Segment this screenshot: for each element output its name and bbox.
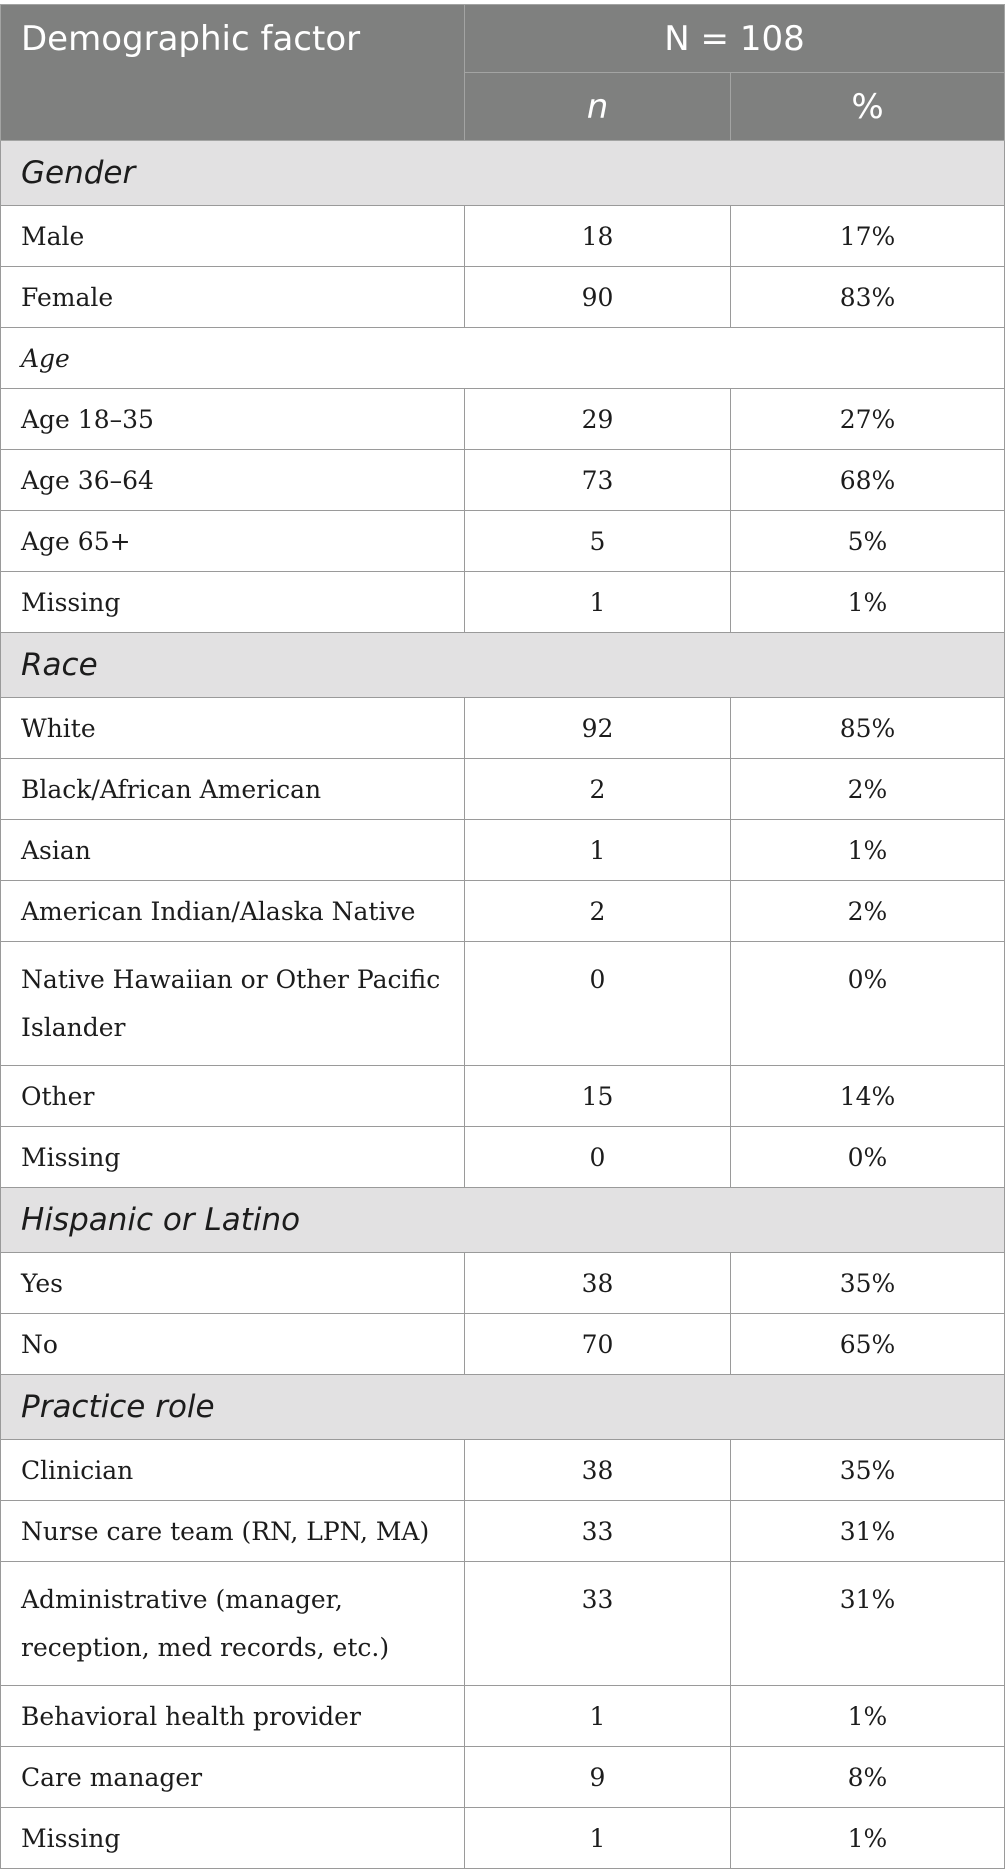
row-n: 33 bbox=[465, 1562, 731, 1686]
row-pct: 0% bbox=[731, 1127, 1005, 1188]
row-n: 90 bbox=[465, 267, 731, 328]
row-pct: 1% bbox=[731, 1808, 1005, 1869]
table-row bbox=[1, 942, 1005, 1066]
row-label: Care manager bbox=[1, 1747, 465, 1808]
table-header bbox=[1, 5, 1005, 141]
row-label: Yes bbox=[1, 1253, 465, 1314]
row-n: 2 bbox=[465, 881, 731, 942]
row-n: 9 bbox=[465, 1747, 731, 1808]
table-row bbox=[1, 759, 1005, 820]
section-gender bbox=[1, 141, 1005, 206]
table-row bbox=[1, 1253, 1005, 1314]
row-n: 92 bbox=[465, 698, 731, 759]
table-row bbox=[1, 820, 1005, 881]
table-row bbox=[1, 1440, 1005, 1501]
table-row bbox=[1, 389, 1005, 450]
row-n: 73 bbox=[465, 450, 731, 511]
row-label: Male bbox=[1, 206, 465, 267]
section-title: Practice role bbox=[1, 1375, 1005, 1440]
row-pct: 83% bbox=[731, 267, 1005, 328]
row-n: 18 bbox=[465, 206, 731, 267]
row-pct: 35% bbox=[731, 1440, 1005, 1501]
subsection-title: Age bbox=[1, 328, 1005, 389]
row-label: White bbox=[1, 698, 465, 759]
subsection-age bbox=[1, 328, 1005, 389]
table-row bbox=[1, 1066, 1005, 1127]
row-n: 15 bbox=[465, 1066, 731, 1127]
row-pct: 17% bbox=[731, 206, 1005, 267]
row-pct: 27% bbox=[731, 389, 1005, 450]
section-race bbox=[1, 633, 1005, 698]
row-n: 2 bbox=[465, 759, 731, 820]
table-row bbox=[1, 881, 1005, 942]
demographics-table bbox=[0, 4, 1005, 1869]
row-n: 1 bbox=[465, 1686, 731, 1747]
row-label: Behavioral health provider bbox=[1, 1686, 465, 1747]
row-n: 1 bbox=[465, 820, 731, 881]
row-pct: 35% bbox=[731, 1253, 1005, 1314]
row-n: 0 bbox=[465, 1127, 731, 1188]
table-row bbox=[1, 1686, 1005, 1747]
row-label: No bbox=[1, 1314, 465, 1375]
table-row bbox=[1, 1314, 1005, 1375]
section-hispanic bbox=[1, 1188, 1005, 1253]
row-label: Native Hawaiian or Other Pacific Islander bbox=[1, 942, 465, 1066]
section-title: Gender bbox=[1, 141, 1005, 206]
row-pct: 8% bbox=[731, 1747, 1005, 1808]
row-label: Nurse care team (RN, LPN, MA) bbox=[1, 1501, 465, 1562]
row-label: Missing bbox=[1, 572, 465, 633]
table-row bbox=[1, 450, 1005, 511]
header-n: n bbox=[465, 73, 731, 141]
row-n: 1 bbox=[465, 1808, 731, 1869]
row-label: Missing bbox=[1, 1808, 465, 1869]
table-row bbox=[1, 1501, 1005, 1562]
row-pct: 1% bbox=[731, 820, 1005, 881]
row-pct: 14% bbox=[731, 1066, 1005, 1127]
row-n: 38 bbox=[465, 1440, 731, 1501]
header-demographic-factor: Demographic factor bbox=[1, 5, 465, 141]
row-label: Age 65+ bbox=[1, 511, 465, 572]
row-pct: 68% bbox=[731, 450, 1005, 511]
row-label: Administrative (manager, reception, med records, etc.) bbox=[1, 1562, 465, 1686]
row-n: 1 bbox=[465, 572, 731, 633]
section-title: Race bbox=[1, 633, 1005, 698]
row-n: 33 bbox=[465, 1501, 731, 1562]
table-row bbox=[1, 572, 1005, 633]
table-row bbox=[1, 1808, 1005, 1869]
table-row bbox=[1, 698, 1005, 759]
row-n: 5 bbox=[465, 511, 731, 572]
table-row bbox=[1, 1127, 1005, 1188]
row-pct: 1% bbox=[731, 1686, 1005, 1747]
row-n: 38 bbox=[465, 1253, 731, 1314]
header-n-total: N = 108 bbox=[465, 5, 1005, 73]
table-row bbox=[1, 1747, 1005, 1808]
row-label: Female bbox=[1, 267, 465, 328]
row-pct: 2% bbox=[731, 881, 1005, 942]
row-n: 0 bbox=[465, 942, 731, 1066]
header-percent: % bbox=[731, 73, 1005, 141]
row-pct: 1% bbox=[731, 572, 1005, 633]
section-practice-role bbox=[1, 1375, 1005, 1440]
row-label: Age 18–35 bbox=[1, 389, 465, 450]
row-pct: 31% bbox=[731, 1501, 1005, 1562]
row-pct: 0% bbox=[731, 942, 1005, 1066]
row-pct: 2% bbox=[731, 759, 1005, 820]
row-label: Age 36–64 bbox=[1, 450, 465, 511]
row-pct: 31% bbox=[731, 1562, 1005, 1686]
row-pct: 85% bbox=[731, 698, 1005, 759]
row-label: Asian bbox=[1, 820, 465, 881]
row-pct: 65% bbox=[731, 1314, 1005, 1375]
row-n: 70 bbox=[465, 1314, 731, 1375]
table-row bbox=[1, 511, 1005, 572]
row-n: 29 bbox=[465, 389, 731, 450]
table-row bbox=[1, 206, 1005, 267]
table-row bbox=[1, 267, 1005, 328]
section-title: Hispanic or Latino bbox=[1, 1188, 1005, 1253]
row-label: Missing bbox=[1, 1127, 465, 1188]
row-label: American Indian/Alaska Native bbox=[1, 881, 465, 942]
row-label: Other bbox=[1, 1066, 465, 1127]
row-label: Black/African American bbox=[1, 759, 465, 820]
row-pct: 5% bbox=[731, 511, 1005, 572]
row-label: Clinician bbox=[1, 1440, 465, 1501]
table-row bbox=[1, 1562, 1005, 1686]
